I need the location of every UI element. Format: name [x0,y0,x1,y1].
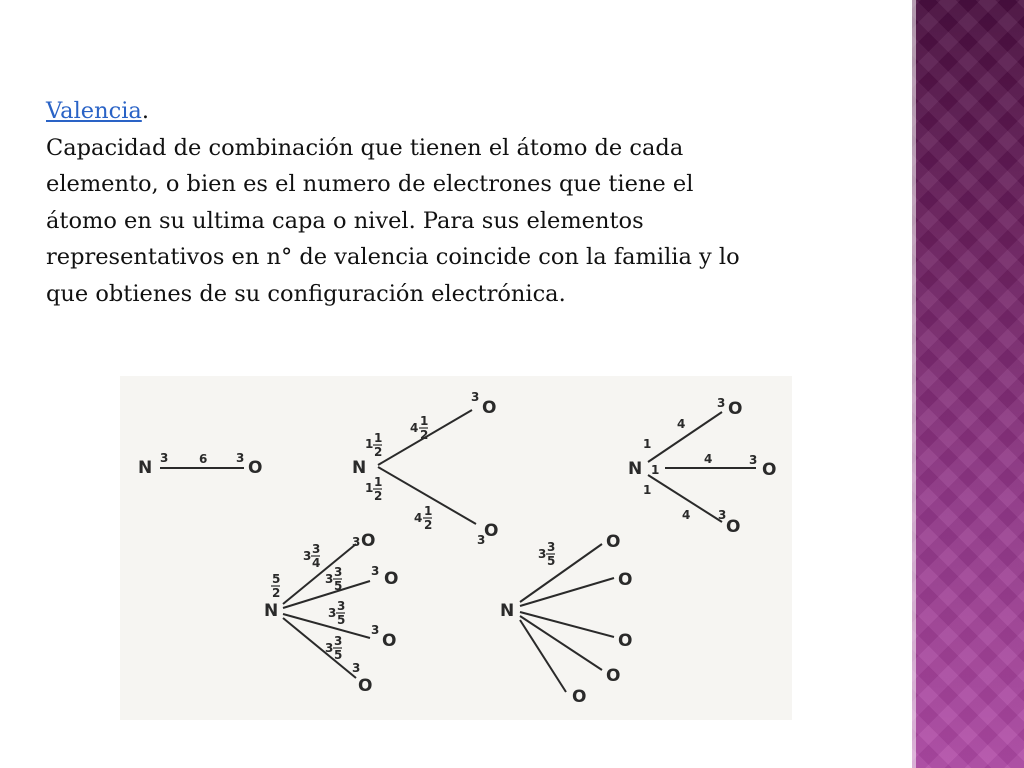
frac-whole: 3 [328,606,337,620]
atom-o: O [726,517,741,537]
decorative-side-bar [912,0,1024,768]
valence-label: 3 [352,661,361,675]
heading-line [46,93,906,130]
diagram-group-n-o [138,451,262,478]
atom-o: O [484,521,499,541]
valence-diagram-svg [120,376,792,720]
diagram-group-n-2o [352,390,498,547]
diagram-group-n-5o [500,532,632,707]
frac-num: 3 [334,634,343,648]
diagram-group-n-4o-frac [264,531,398,696]
definition-line-1: Capacidad de combinación que tienen el átomo de cada [46,134,684,161]
definition-line-2: elemento, o bien es el numero de electrones que tiene el [46,171,694,197]
frac-den: 2 [374,489,383,503]
bond-line [283,614,370,638]
definition-paragraph [46,130,906,313]
valence-label: 3 [371,564,380,578]
frac-num: 3 [334,565,343,579]
valence-label: 3 [477,533,486,547]
frac-den: 2 [374,445,383,459]
atom-n: N [500,601,515,621]
frac-whole: 4 [410,421,419,435]
definition-line-5: que obtienes de su configuración electrónica. [46,280,566,307]
atom-o: O [618,570,633,590]
bond-line [283,618,356,678]
frac-num: 3 [337,599,346,613]
atom-n: N [138,458,153,478]
frac-den: 5 [334,648,343,662]
valence-label: 1 [643,483,652,497]
atom-o: O [361,531,376,551]
atom-o: O [618,631,633,651]
slide-text [46,93,906,312]
atom-o: O [606,532,621,552]
bond-label: 4 [682,508,691,522]
frac-den: 2 [420,428,429,442]
frac-num: 1 [374,475,383,489]
valence-label: 3 [471,390,480,404]
frac-num: 1 [374,431,383,445]
side-bar-edge [912,0,916,768]
valence-label: 3 [236,451,245,465]
frac-whole: 4 [414,511,423,525]
frac-whole: 3 [325,572,334,586]
valence-label: 3 [352,535,361,549]
definition-line-3: átomo en su ultima capa o nivel. Para sus elementos [46,207,644,234]
atom-o: O [728,399,743,419]
atom-o: O [482,398,497,418]
atom-o: O [762,460,777,480]
frac-num: 5 [272,572,281,586]
frac-den: 2 [424,518,433,532]
atom-o: O [606,666,621,686]
bond-label: 4 [704,452,713,466]
frac-whole: 3 [303,549,312,563]
bond-line [520,616,602,670]
frac-den: 5 [334,579,343,593]
atom-n: N [628,459,643,479]
atom-o: O [248,458,263,478]
valence-label: 3 [717,396,726,410]
valence-label: 1 [651,463,660,477]
valence-diagram [120,376,792,720]
frac-den: 5 [547,554,556,568]
bond-label: 6 [199,452,208,466]
atom-n: N [264,601,279,621]
frac-whole: 3 [538,547,547,561]
definition-line-4: representativos en n° de valencia coincide con la familia y lo [46,244,740,270]
bond-label: 4 [677,417,686,431]
valence-label: 3 [371,623,380,637]
atom-o: O [358,676,373,696]
frac-whole: 3 [325,641,334,655]
frac-num: 3 [547,540,556,554]
valence-label: 3 [749,453,758,467]
atom-o: O [384,569,399,589]
frac-den: 5 [337,613,346,627]
atom-n: N [352,458,367,478]
frac-num: 1 [424,504,433,518]
heading-period: . [141,98,149,124]
frac-whole: 1 [365,481,374,495]
valence-label: 3 [718,508,727,522]
valencia-link[interactable]: Valencia [46,98,142,124]
frac-den: 2 [272,586,281,600]
frac-num: 3 [312,542,321,556]
frac-den: 4 [312,556,321,570]
diagram-group-n-3o [628,396,776,537]
frac-whole: 1 [365,437,374,451]
frac-num: 1 [420,414,429,428]
atom-o: O [572,687,587,707]
valence-label: 3 [160,451,169,465]
atom-o: O [382,631,397,651]
valence-label: 1 [643,437,652,451]
